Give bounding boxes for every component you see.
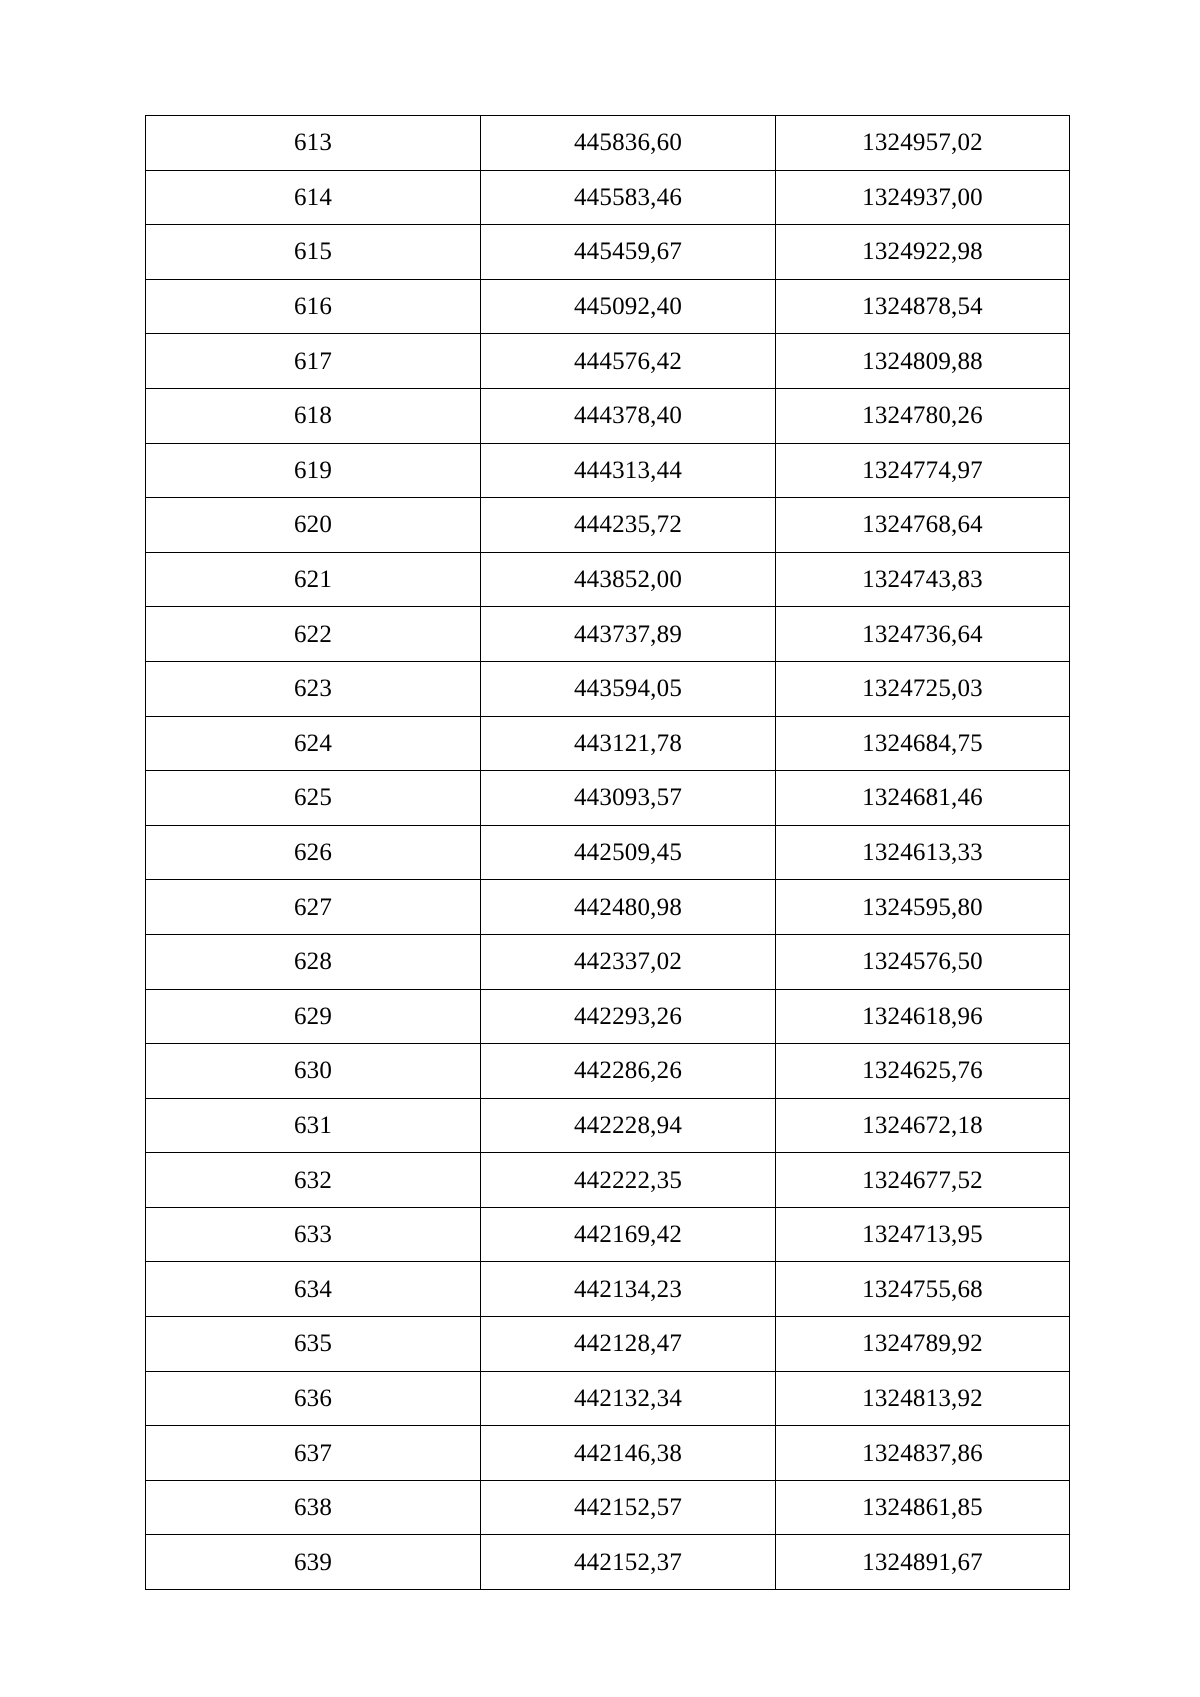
x-coordinate-cell: 442286,26: [481, 1044, 776, 1099]
x-coordinate-cell: 442480,98: [481, 880, 776, 935]
x-coordinate-cell: 442169,42: [481, 1207, 776, 1262]
x-coordinate-cell: 443594,05: [481, 661, 776, 716]
y-coordinate-cell: 1324813,92: [776, 1371, 1070, 1426]
x-coordinate-cell: 442152,37: [481, 1535, 776, 1590]
x-coordinate-cell: 445459,67: [481, 225, 776, 280]
y-coordinate-cell: 1324774,97: [776, 443, 1070, 498]
y-coordinate-cell: 1324613,33: [776, 825, 1070, 880]
point-number-cell: 613: [146, 116, 481, 171]
x-coordinate-cell: 442152,57: [481, 1480, 776, 1535]
point-number-cell: 615: [146, 225, 481, 280]
x-coordinate-cell: 445583,46: [481, 170, 776, 225]
table-row: [146, 989, 1070, 1044]
table-row: [146, 880, 1070, 935]
table-row: [146, 1480, 1070, 1535]
y-coordinate-cell: 1324768,64: [776, 498, 1070, 553]
y-coordinate-cell: 1324922,98: [776, 225, 1070, 280]
point-number-cell: 631: [146, 1098, 481, 1153]
table-row: [146, 716, 1070, 771]
x-coordinate-cell: 442293,26: [481, 989, 776, 1044]
table-row: [146, 225, 1070, 280]
point-number-cell: 618: [146, 388, 481, 443]
table-row: [146, 1426, 1070, 1481]
x-coordinate-cell: 445092,40: [481, 279, 776, 334]
y-coordinate-cell: 1324684,75: [776, 716, 1070, 771]
x-coordinate-cell: 442509,45: [481, 825, 776, 880]
y-coordinate-cell: 1324725,03: [776, 661, 1070, 716]
table-row: [146, 825, 1070, 880]
point-number-cell: 633: [146, 1207, 481, 1262]
table-row: [146, 1044, 1070, 1099]
x-coordinate-cell: 444235,72: [481, 498, 776, 553]
point-number-cell: 630: [146, 1044, 481, 1099]
point-number-cell: 621: [146, 552, 481, 607]
x-coordinate-cell: 443737,89: [481, 607, 776, 662]
y-coordinate-cell: 1324595,80: [776, 880, 1070, 935]
table-row: [146, 1207, 1070, 1262]
point-number-cell: 635: [146, 1317, 481, 1372]
point-number-cell: 634: [146, 1262, 481, 1317]
point-number-cell: 625: [146, 771, 481, 826]
x-coordinate-cell: 442222,35: [481, 1153, 776, 1208]
x-coordinate-cell: 442134,23: [481, 1262, 776, 1317]
table-row: [146, 1153, 1070, 1208]
point-number-cell: 638: [146, 1480, 481, 1535]
y-coordinate-cell: 1324743,83: [776, 552, 1070, 607]
x-coordinate-cell: 442132,34: [481, 1371, 776, 1426]
y-coordinate-cell: 1324755,68: [776, 1262, 1070, 1317]
y-coordinate-cell: 1324891,67: [776, 1535, 1070, 1590]
point-number-cell: 624: [146, 716, 481, 771]
y-coordinate-cell: 1324878,54: [776, 279, 1070, 334]
point-number-cell: 620: [146, 498, 481, 553]
point-number-cell: 637: [146, 1426, 481, 1481]
y-coordinate-cell: 1324736,64: [776, 607, 1070, 662]
y-coordinate-cell: 1324625,76: [776, 1044, 1070, 1099]
table-row: [146, 1371, 1070, 1426]
point-number-cell: 629: [146, 989, 481, 1044]
table-row: [146, 1317, 1070, 1372]
x-coordinate-cell: 444378,40: [481, 388, 776, 443]
table-row: [146, 498, 1070, 553]
x-coordinate-cell: 445836,60: [481, 116, 776, 171]
table-row: [146, 934, 1070, 989]
y-coordinate-cell: 1324713,95: [776, 1207, 1070, 1262]
x-coordinate-cell: 444576,42: [481, 334, 776, 389]
y-coordinate-cell: 1324837,86: [776, 1426, 1070, 1481]
y-coordinate-cell: 1324672,18: [776, 1098, 1070, 1153]
point-number-cell: 617: [146, 334, 481, 389]
x-coordinate-cell: 442228,94: [481, 1098, 776, 1153]
table-row: [146, 388, 1070, 443]
table-row: [146, 443, 1070, 498]
table-row: [146, 607, 1070, 662]
table-row: [146, 170, 1070, 225]
y-coordinate-cell: 1324677,52: [776, 1153, 1070, 1208]
table-row: [146, 1098, 1070, 1153]
y-coordinate-cell: 1324780,26: [776, 388, 1070, 443]
table-row: [146, 771, 1070, 826]
point-number-cell: 636: [146, 1371, 481, 1426]
x-coordinate-cell: 443093,57: [481, 771, 776, 826]
x-coordinate-cell: 442337,02: [481, 934, 776, 989]
point-number-cell: 627: [146, 880, 481, 935]
table-row: [146, 661, 1070, 716]
point-number-cell: 639: [146, 1535, 481, 1590]
y-coordinate-cell: 1324618,96: [776, 989, 1070, 1044]
coordinates-table: [145, 115, 1070, 1590]
y-coordinate-cell: 1324576,50: [776, 934, 1070, 989]
y-coordinate-cell: 1324861,85: [776, 1480, 1070, 1535]
point-number-cell: 614: [146, 170, 481, 225]
y-coordinate-cell: 1324957,02: [776, 116, 1070, 171]
y-coordinate-cell: 1324681,46: [776, 771, 1070, 826]
table-row: [146, 334, 1070, 389]
y-coordinate-cell: 1324937,00: [776, 170, 1070, 225]
point-number-cell: 628: [146, 934, 481, 989]
x-coordinate-cell: 442146,38: [481, 1426, 776, 1481]
table-row: [146, 279, 1070, 334]
table-row: [146, 552, 1070, 607]
x-coordinate-cell: 442128,47: [481, 1317, 776, 1372]
point-number-cell: 623: [146, 661, 481, 716]
point-number-cell: 622: [146, 607, 481, 662]
table-row: [146, 116, 1070, 171]
y-coordinate-cell: 1324789,92: [776, 1317, 1070, 1372]
x-coordinate-cell: 443121,78: [481, 716, 776, 771]
table-row: [146, 1535, 1070, 1590]
point-number-cell: 619: [146, 443, 481, 498]
y-coordinate-cell: 1324809,88: [776, 334, 1070, 389]
x-coordinate-cell: 443852,00: [481, 552, 776, 607]
point-number-cell: 616: [146, 279, 481, 334]
point-number-cell: 632: [146, 1153, 481, 1208]
x-coordinate-cell: 444313,44: [481, 443, 776, 498]
table-row: [146, 1262, 1070, 1317]
point-number-cell: 626: [146, 825, 481, 880]
coordinates-table-body: [146, 116, 1070, 1590]
